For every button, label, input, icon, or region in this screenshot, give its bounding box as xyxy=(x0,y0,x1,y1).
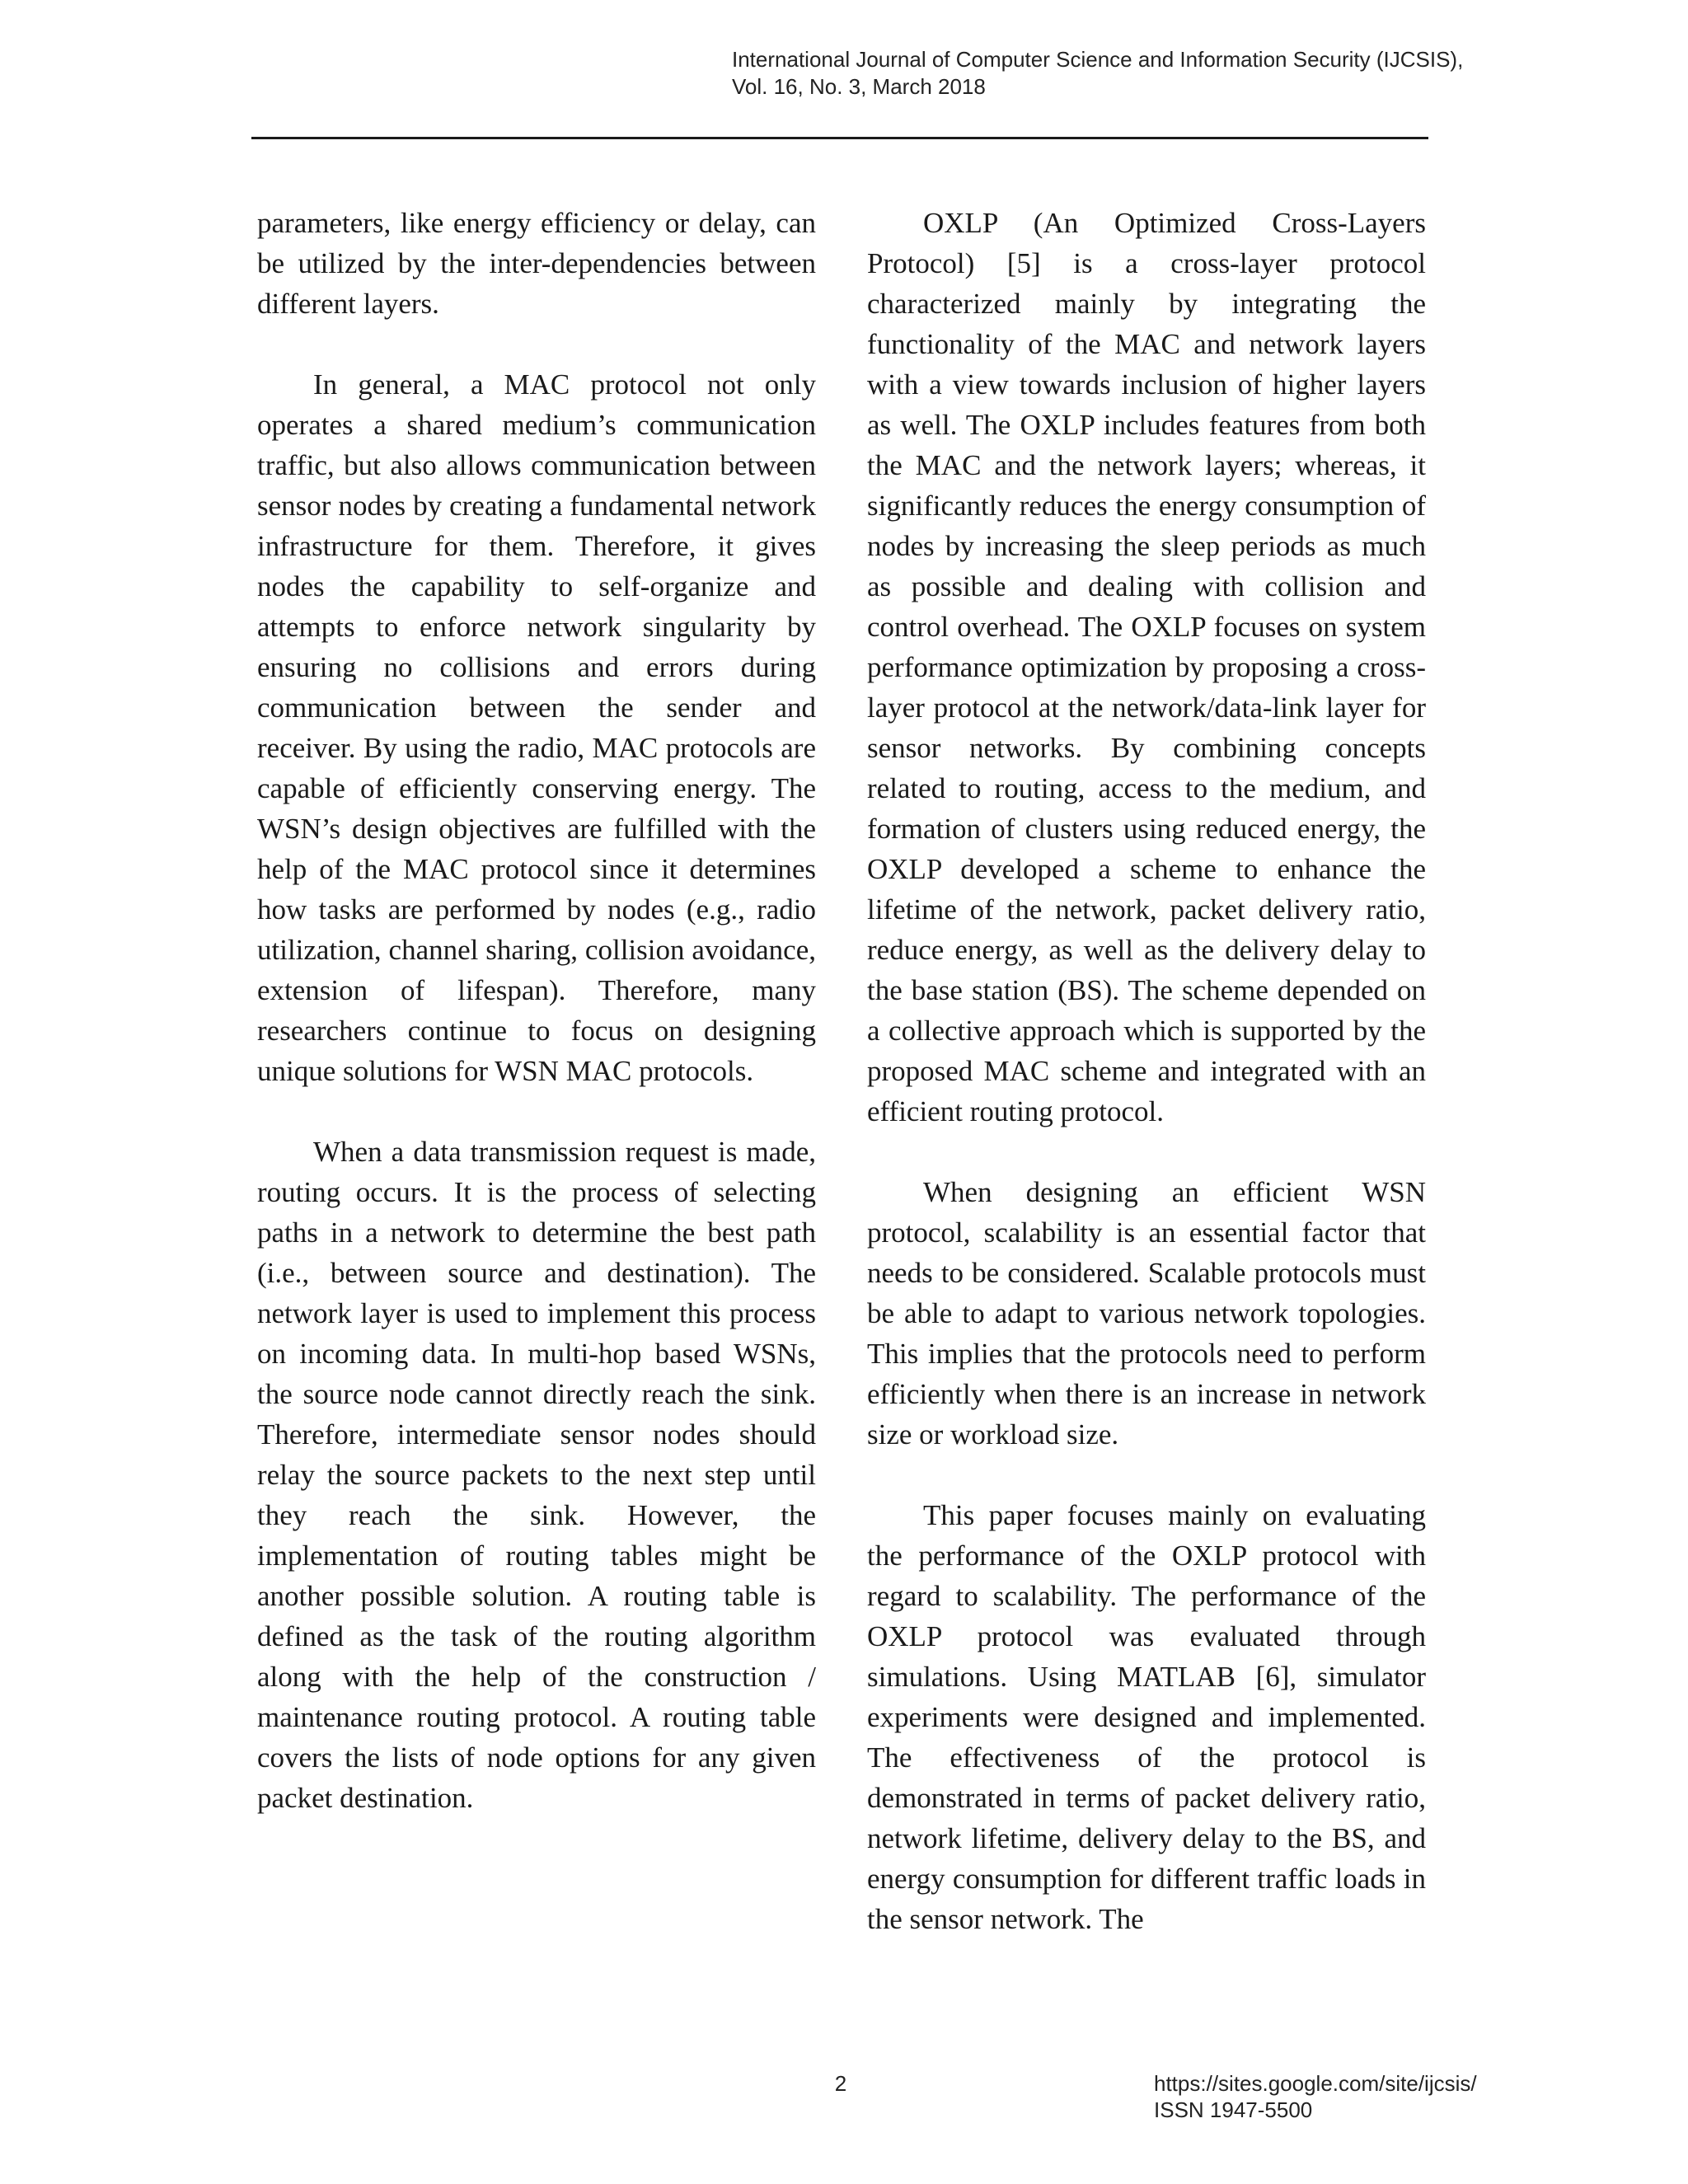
page-number: 2 xyxy=(834,2071,847,2096)
paragraph: parameters, like energy efficiency or delay, can be utilized by the inter-dependencies between different layers. xyxy=(257,207,816,320)
paragraph: In general, a MAC protocol not only operates a shared medium’s communication traffic, but also allows communication between sensor nodes by creating a fundamental network infrastructure for them. Therefore, it gives nodes the capability to self-organize and attempts to enforce network singularity by ensuring no collisions and errors during communication between the sender and receiver. By using the radio, MAC protocols are capable of efficiently conserving energy. The WSN’s design objectives are fulfilled with the help of the MAC protocol since it determines how tasks are performed by nodes (e.g., radio utilization, channel sharing, collision avoidance, extension of lifespan). Therefore, many researchers continue to focus on designing unique solutions for WSN MAC protocols. xyxy=(257,368,816,1087)
running-header xyxy=(732,46,1556,101)
footer-info xyxy=(1154,2070,1517,2123)
paragraph: When a data transmission request is made, routing occurs. It is the process of selecting paths in a network to determine the best path (i.e., between source and destination). The network layer is used to implement this process on incoming data. In multi-hop based WSNs, the source node cannot directly reach the sink. Therefore, intermediate sensor nodes should relay the source packets to the next step until they reach the sink. However, the implementation of routing tables might be another possible solution. A routing table is defined as the task of the routing algorithm along with the help of the construction / maintenance routing protocol. A routing table covers the lists of node options for any given packet destination. xyxy=(257,1136,816,1814)
issn: ISSN 1947-5500 xyxy=(1154,2097,1313,2122)
journal-volume: Vol. 16, No. 3, March 2018 xyxy=(732,74,986,99)
paragraph: When designing an efficient WSN protocol, scalability is an essential factor that needs to be considered. Scalable protocols must be able to adapt to various network topologies. This implies that the protocols need to perform efficiently when there is an increase in network size or workload size. xyxy=(867,1176,1426,1451)
right-column xyxy=(867,203,1426,1939)
paragraph: This paper focuses mainly on evaluating the performance of the OXLP protocol with regard to scalability. The performance of the OXLP protocol was evaluated through simulations. Using MATLAB [6], simulator experiments were designed and implemented. The effectiveness of the protocol is demonstrated in terms of packet delivery ratio, network lifetime, delivery delay to the BS, and energy consumption for different traffic loads in the sensor network. The xyxy=(867,1499,1426,1935)
header-divider xyxy=(251,137,1428,139)
paragraph: OXLP (An Optimized Cross-Layers Protocol) [5] is a cross-layer protocol characterized mainly by integrating the functionality of the MAC and network layers with a view towards inclusion of higher layers as well. The OXLP includes features from both the MAC and the network layers; whereas, it significantly reduces the energy consumption of nodes by increasing the sleep periods as much as possible and dealing with collision and control overhead. The OXLP focuses on system performance optimization by proposing a cross-layer protocol at the network/data-link layer for sensor networks. By combining concepts related to routing, access to the medium, and formation of clusters using reduced energy, the OXLP developed a scheme to enhance the lifetime of the network, packet delivery ratio, reduce energy, as well as the delivery delay to the base station (BS). The scheme depended on a collective approach which is supported by the proposed MAC scheme and integrated with an efficient routing protocol. xyxy=(867,207,1426,1127)
left-column xyxy=(257,203,816,1818)
journal-url[interactable]: https://sites.google.com/site/ijcsis/ xyxy=(1154,2071,1477,2096)
journal-title: International Journal of Computer Science and Information Security (IJCSIS), xyxy=(732,47,1464,72)
